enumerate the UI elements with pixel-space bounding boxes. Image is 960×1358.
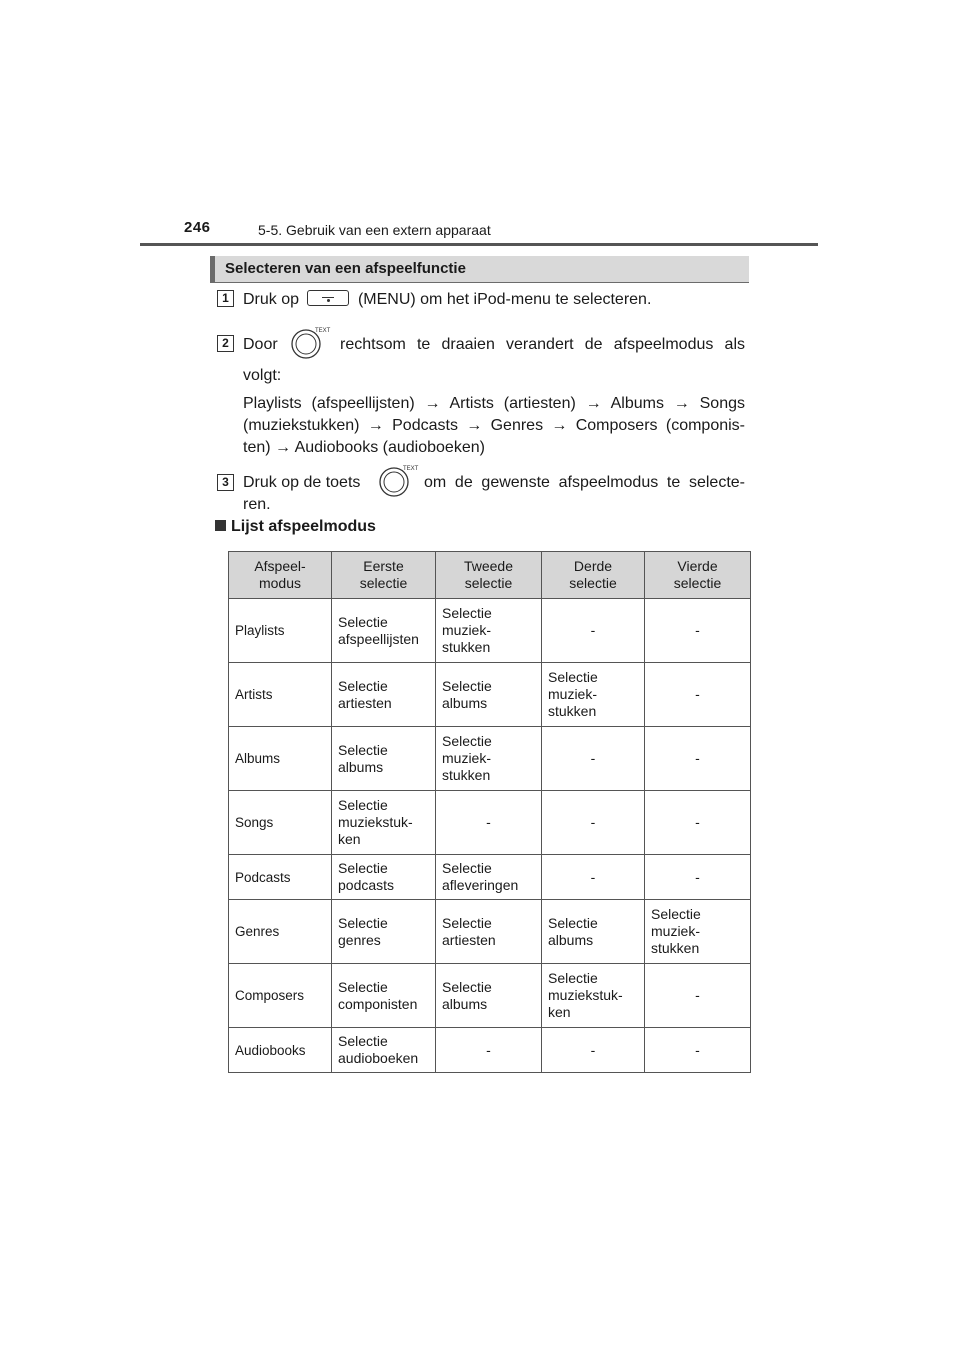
table-row <box>229 663 751 727</box>
step-2-post: rechtsom te draaien verandert de afspeelmodus als <box>340 336 745 353</box>
sequence-line-3: ten) → Audiobooks (audioboeken) <box>243 439 485 456</box>
selection-cell: - <box>645 964 751 1028</box>
table-header-cell: Eerste selectie <box>332 552 436 599</box>
selection-cell: Selectie albums <box>436 964 542 1028</box>
mode-name-cell: Audiobooks <box>229 1028 332 1073</box>
selection-cell: Selectie albums <box>436 663 542 727</box>
header-rule <box>140 243 818 246</box>
list-heading-text: Lijst afspeelmodus <box>231 518 376 535</box>
step-2-number: 2 <box>217 335 234 352</box>
selection-cell: Selectie podcasts <box>332 855 436 900</box>
sequence-line-2: (muziekstukken) → Podcasts → Genres → Composers (componis- <box>243 417 745 434</box>
table-header-cell: Tweede selectie <box>436 552 542 599</box>
step-3-pre: Druk op de toets <box>243 474 361 491</box>
mode-name-cell: Songs <box>229 791 332 855</box>
selection-cell: Selectie muziekstuk- ken <box>332 791 436 855</box>
function-heading <box>210 256 749 283</box>
step-3-line2: ren. <box>243 496 271 513</box>
playback-mode-table <box>228 551 751 1073</box>
table-header-cell: Derde selectie <box>542 552 645 599</box>
menu-button-icon <box>307 290 349 306</box>
table-row <box>229 791 751 855</box>
mode-name-cell: Podcasts <box>229 855 332 900</box>
table-row <box>229 727 751 791</box>
selection-cell: - <box>436 791 542 855</box>
selection-cell: - <box>645 791 751 855</box>
mode-name-cell: Genres <box>229 900 332 964</box>
knob-icon <box>376 462 422 498</box>
selection-cell: Selectie audioboeken <box>332 1028 436 1073</box>
selection-cell: Selectie genres <box>332 900 436 964</box>
selection-cell: Selectie muziek- stukken <box>436 599 542 663</box>
step-1-text <box>243 289 651 311</box>
function-heading-text: Selecteren van een afspeelfunctie <box>225 260 466 277</box>
table-row <box>229 964 751 1028</box>
mode-name-cell: Playlists <box>229 599 332 663</box>
selection-cell: Selectie componisten <box>332 964 436 1028</box>
step-3-post: om de gewenste afspeelmodus te selecte- <box>424 474 745 491</box>
selection-cell: - <box>436 1028 542 1073</box>
selection-cell: - <box>542 599 645 663</box>
step-1-pre: Druk op <box>243 291 300 308</box>
page-number: 246 <box>184 219 211 236</box>
knob-label: TEXT <box>403 466 419 472</box>
table-header-cell: Vierde selectie <box>645 552 751 599</box>
table-row <box>229 855 751 900</box>
table-row <box>229 1028 751 1073</box>
selection-cell: - <box>542 727 645 791</box>
selection-cell: - <box>542 855 645 900</box>
selection-cell: Selectie artiesten <box>332 663 436 727</box>
selection-cell: Selectie muziek- stukken <box>436 727 542 791</box>
step-2-line2: volgt: <box>243 367 282 384</box>
step-3-number: 3 <box>217 474 234 491</box>
selection-cell: Selectie albums <box>332 727 436 791</box>
selection-cell: - <box>645 663 751 727</box>
selection-cell: - <box>645 855 751 900</box>
bullet-square-icon <box>215 520 226 531</box>
selection-cell: - <box>645 727 751 791</box>
selection-cell: Selectie muziek- stukken <box>542 663 645 727</box>
table-row <box>229 900 751 964</box>
mode-name-cell: Composers <box>229 964 332 1028</box>
step-2-pre: Door <box>243 336 278 353</box>
selection-cell: - <box>645 599 751 663</box>
table-header-row <box>229 552 751 599</box>
knob-label: TEXT <box>315 328 331 334</box>
table-row <box>229 599 751 663</box>
mode-name-cell: Albums <box>229 727 332 791</box>
selection-cell: - <box>542 1028 645 1073</box>
selection-cell: Selectie albums <box>542 900 645 964</box>
list-heading <box>215 518 376 536</box>
selection-cell: Selectie muziekstuk- ken <box>542 964 645 1028</box>
knob-icon <box>288 324 334 360</box>
selection-cell: - <box>645 1028 751 1073</box>
mode-name-cell: Artists <box>229 663 332 727</box>
selection-cell: Selectie afspeellijsten <box>332 599 436 663</box>
selection-cell: Selectie muziek- stukken <box>645 900 751 964</box>
step-1-post: (MENU) om het iPod-menu te selecteren. <box>357 291 652 308</box>
sequence-line-1: Playlists (afspeellijsten) → Artists (artiesten) → Albums → Songs <box>243 395 745 412</box>
table-header-cell: Afspeel- modus <box>229 552 332 599</box>
selection-cell: Selectie artiesten <box>436 900 542 964</box>
section-title: 5-5. Gebruik van een extern apparaat <box>258 222 491 238</box>
selection-cell: Selectie afleveringen <box>436 855 542 900</box>
selection-cell: - <box>542 791 645 855</box>
step-1-number: 1 <box>217 290 234 307</box>
